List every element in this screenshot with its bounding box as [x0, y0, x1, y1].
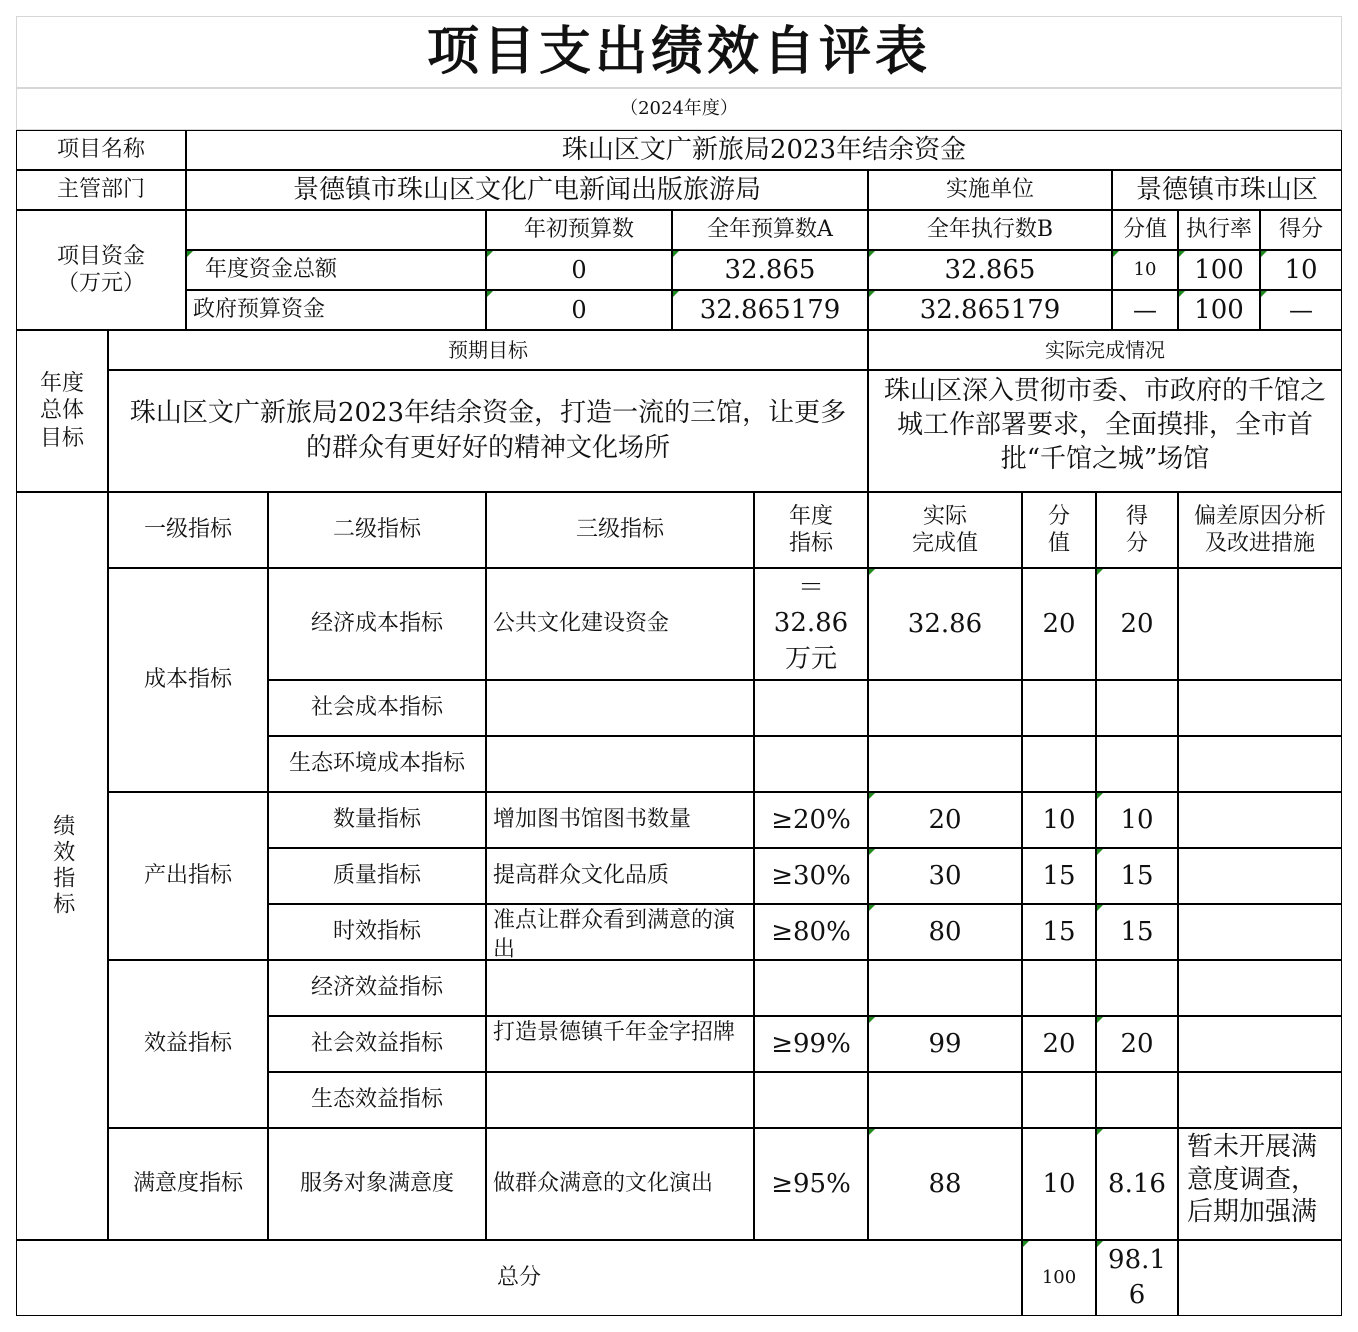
note-cell	[1178, 1016, 1342, 1072]
value-cell	[1022, 680, 1096, 736]
note-cell	[1178, 848, 1342, 904]
level3-cell: 提高群众文化品质	[486, 848, 754, 904]
perf-label	[16, 492, 108, 1240]
total-note	[1178, 1240, 1342, 1316]
note-cell	[1178, 680, 1342, 736]
target-cell	[754, 1072, 868, 1128]
perf-header-note: 偏差原因分析 及改进措施	[1178, 492, 1342, 568]
level2-cell: 社会成本指标	[268, 680, 486, 736]
level2-cell: 经济效益指标	[268, 960, 486, 1016]
impl-label: 实施单位	[868, 170, 1112, 210]
actual-cell: 20	[868, 792, 1022, 848]
funds-header-blank	[186, 210, 486, 250]
project-name-label: 项目名称	[16, 130, 186, 170]
funds-header-initial: 年初预算数	[486, 210, 672, 250]
goals-expected-header: 预期目标	[108, 330, 868, 370]
total-label: 总分	[16, 1240, 1022, 1316]
score-cell: 8.16	[1096, 1128, 1178, 1240]
goals-label: 年度 总体 目标	[16, 330, 108, 492]
perf-label-text: 绩效指标	[49, 814, 75, 918]
level2-cell: 生态环境成本指标	[268, 736, 486, 792]
funds-row-score: 10	[1260, 250, 1342, 290]
funds-row-annual: 32.865179	[672, 290, 868, 330]
value-cell: 20	[1022, 1016, 1096, 1072]
actual-cell: 80	[868, 904, 1022, 960]
perf-header-level1: 一级指标	[108, 492, 268, 568]
performance-sheet	[16, 16, 1342, 1316]
level3-cell	[486, 736, 754, 792]
level3-cell: 打造景德镇千年金字招牌	[486, 1016, 754, 1072]
target-cell	[754, 736, 868, 792]
perf-header-target: 年度 指标	[754, 492, 868, 568]
funds-row-name: 政府预算资金	[186, 290, 486, 330]
score-cell	[1096, 680, 1178, 736]
perf-header-value: 分 值	[1022, 492, 1096, 568]
actual-cell: 99	[868, 1016, 1022, 1072]
level2-cell: 服务对象满意度	[268, 1128, 486, 1240]
value-cell: 10	[1022, 792, 1096, 848]
level1-cost: 成本指标	[108, 568, 268, 792]
funds-row-score-value: 10	[1112, 250, 1178, 290]
actual-cell	[868, 1072, 1022, 1128]
funds-header-executed: 全年执行数B	[868, 210, 1112, 250]
target-cell: ≥95%	[754, 1128, 868, 1240]
level2-cell: 质量指标	[268, 848, 486, 904]
value-cell	[1022, 960, 1096, 1016]
perf-header-score: 得 分	[1096, 492, 1178, 568]
funds-row-rate: 100	[1178, 290, 1260, 330]
level1-benefit: 效益指标	[108, 960, 268, 1128]
funds-header-score-value: 分值	[1112, 210, 1178, 250]
score-cell: 15	[1096, 848, 1178, 904]
goals-actual-header: 实际完成情况	[868, 330, 1342, 370]
level3-cell: 增加图书馆图书数量	[486, 792, 754, 848]
note-cell: 暂未开展满意度调查，后期加强满	[1178, 1128, 1342, 1240]
perf-header-level2: 二级指标	[268, 492, 486, 568]
target-cell: ≥99%	[754, 1016, 868, 1072]
funds-header-rate: 执行率	[1178, 210, 1260, 250]
perf-header-level3: 三级指标	[486, 492, 754, 568]
level3-cell: 公共文化建设资金	[486, 568, 754, 680]
value-cell	[1022, 736, 1096, 792]
note-cell	[1178, 568, 1342, 680]
year-subtitle: （2024年度）	[16, 88, 1342, 130]
funds-row-name: 年度资金总额	[186, 250, 486, 290]
funds-row-annual: 32.865	[672, 250, 868, 290]
funds-header-annual: 全年预算数A	[672, 210, 868, 250]
score-cell	[1096, 960, 1178, 1016]
note-cell	[1178, 792, 1342, 848]
value-cell: 15	[1022, 848, 1096, 904]
level3-cell	[486, 680, 754, 736]
level1-output: 产出指标	[108, 792, 268, 960]
total-value: 100	[1022, 1240, 1096, 1316]
impl-value: 景德镇市珠山区	[1112, 170, 1342, 210]
actual-cell	[868, 960, 1022, 1016]
note-cell	[1178, 960, 1342, 1016]
score-cell	[1096, 1072, 1178, 1128]
target-cell: ≥80%	[754, 904, 868, 960]
level2-cell: 数量指标	[268, 792, 486, 848]
actual-cell: 32.86	[868, 568, 1022, 680]
actual-cell	[868, 736, 1022, 792]
funds-row-executed: 32.865	[868, 250, 1112, 290]
level3-cell	[486, 960, 754, 1016]
score-cell: 10	[1096, 792, 1178, 848]
funds-row-initial: 0	[486, 250, 672, 290]
dept-value: 景德镇市珠山区文化广电新闻出版旅游局	[186, 170, 868, 210]
note-cell	[1178, 1072, 1342, 1128]
funds-row-executed: 32.865179	[868, 290, 1112, 330]
level3-cell: 准点让群众看到满意的演出	[486, 904, 754, 960]
note-cell	[1178, 904, 1342, 960]
funds-row-initial: 0	[486, 290, 672, 330]
target-cell	[754, 960, 868, 1016]
funds-row-rate: 100	[1178, 250, 1260, 290]
target-cell	[754, 680, 868, 736]
goals-expected-text: 珠山区文广新旅局2023年结余资金，打造一流的三馆，让更多的群众有更好好的精神文化场所	[108, 370, 868, 492]
funds-row-score-value: —	[1112, 290, 1178, 330]
level2-cell: 经济成本指标	[268, 568, 486, 680]
target-cell: ≥20%	[754, 792, 868, 848]
dept-label: 主管部门	[16, 170, 186, 210]
total-score: 98.16	[1096, 1240, 1178, 1316]
funds-header-score: 得分	[1260, 210, 1342, 250]
funds-label: 项目资金 （万元）	[16, 210, 186, 330]
score-cell: 20	[1096, 568, 1178, 680]
project-name-value: 珠山区文广新旅局2023年结余资金	[186, 130, 1342, 170]
value-cell	[1022, 1072, 1096, 1128]
level2-cell: 生态效益指标	[268, 1072, 486, 1128]
target-cell: ≥30%	[754, 848, 868, 904]
value-cell: 10	[1022, 1128, 1096, 1240]
level3-cell: 做群众满意的文化演出	[486, 1128, 754, 1240]
level2-cell: 社会效益指标	[268, 1016, 486, 1072]
actual-cell	[868, 680, 1022, 736]
goals-actual-text: 珠山区深入贯彻市委、市政府的千馆之城工作部署要求，全面摸排，全市首批“千馆之城”场馆	[868, 370, 1342, 492]
level2-cell: 时效指标	[268, 904, 486, 960]
level1-satisfaction: 满意度指标	[108, 1128, 268, 1240]
value-cell: 20	[1022, 568, 1096, 680]
score-cell: 20	[1096, 1016, 1178, 1072]
perf-header-actual: 实际 完成值	[868, 492, 1022, 568]
target-cell: ＝ 32.86 万元	[754, 568, 868, 680]
funds-row-score: —	[1260, 290, 1342, 330]
value-cell: 15	[1022, 904, 1096, 960]
score-cell: 15	[1096, 904, 1178, 960]
actual-cell: 30	[868, 848, 1022, 904]
score-cell	[1096, 736, 1178, 792]
note-cell	[1178, 736, 1342, 792]
actual-cell: 88	[868, 1128, 1022, 1240]
level3-cell	[486, 1072, 754, 1128]
page-title: 项目支出绩效自评表	[16, 16, 1342, 88]
